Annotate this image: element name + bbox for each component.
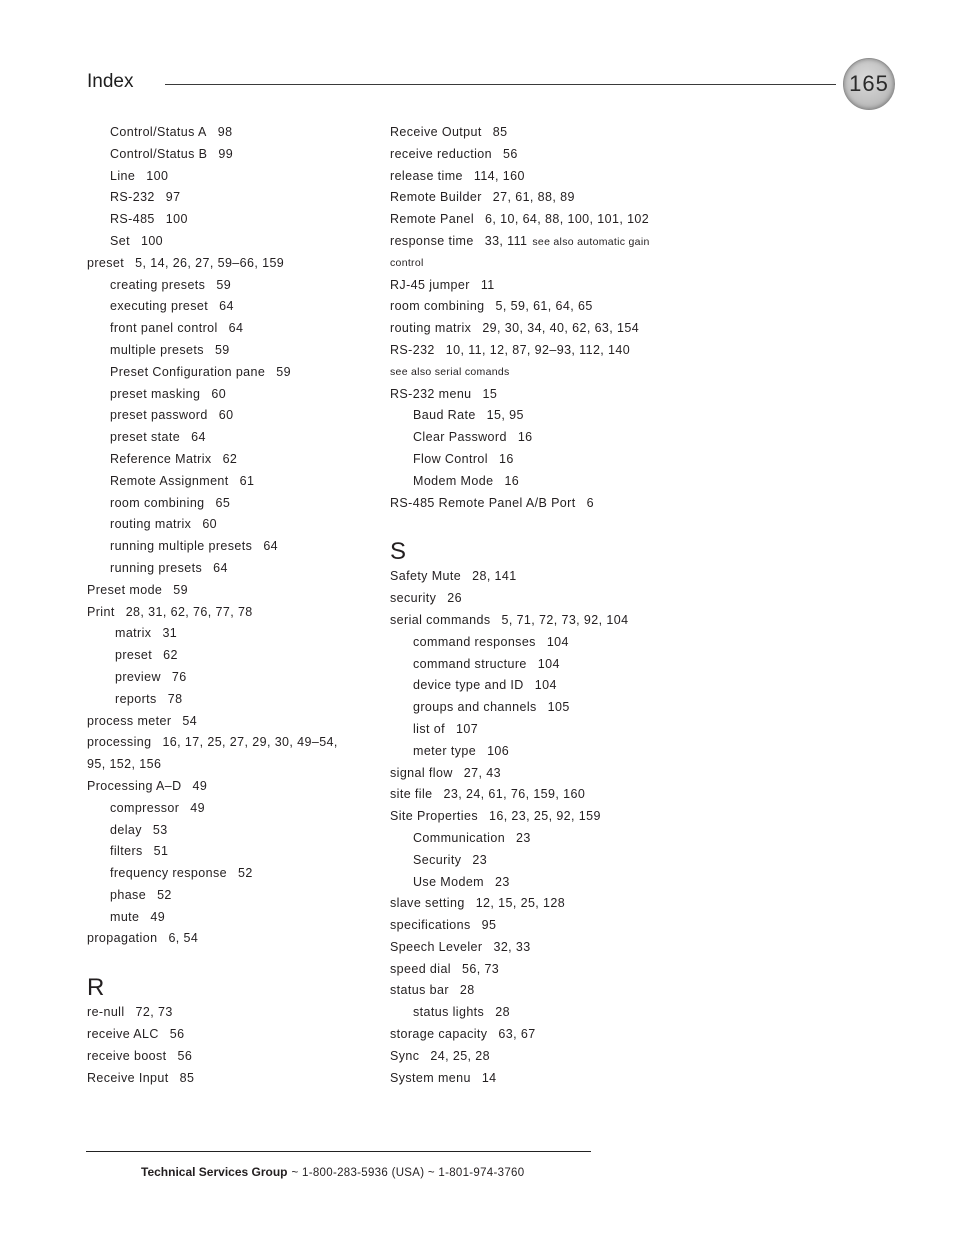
- index-entry: [87, 732, 377, 754]
- page-references: 5, 59, 61, 64, 65: [495, 299, 593, 314]
- page-references: 100: [140, 233, 164, 248]
- index-term: re-null: [87, 1005, 125, 1020]
- index-term: device type and ID: [413, 678, 524, 693]
- page-references: 59: [173, 582, 188, 597]
- page-references: 24, 25, 28: [430, 1048, 490, 1063]
- index-entry: [87, 1068, 377, 1090]
- index-term: Sync: [390, 1048, 420, 1063]
- index-entry: [390, 828, 690, 850]
- index-entry: [87, 863, 377, 885]
- index-term: frequency response: [110, 866, 227, 881]
- page-references: 59: [276, 364, 291, 379]
- index-entry: [390, 471, 690, 493]
- index-entry: [390, 144, 690, 166]
- page-references: 100: [165, 212, 188, 227]
- index-entry: [87, 1046, 377, 1068]
- index-entry: [390, 741, 690, 763]
- page-references: 100: [146, 168, 169, 183]
- see-also-note: see also automatic gain: [532, 235, 650, 248]
- page-references: 56: [177, 1048, 193, 1063]
- index-term: preset: [115, 648, 153, 663]
- header-divider: [165, 84, 836, 85]
- index-term: groups and channels: [413, 700, 537, 715]
- page-references: 6, 54: [168, 931, 199, 946]
- page-references: 85: [179, 1070, 195, 1085]
- index-term: Flow Control: [413, 451, 488, 466]
- index-term: Reference Matrix: [110, 451, 212, 466]
- index-entry: [87, 907, 377, 929]
- page-number-badge: 165: [843, 58, 895, 110]
- index-term: preset masking: [110, 386, 201, 401]
- index-term: serial commands: [390, 612, 491, 627]
- page-references: 28: [495, 1005, 510, 1020]
- index-term: receive ALC: [87, 1027, 159, 1042]
- index-term: Site Properties: [390, 809, 478, 824]
- page-references: 49: [190, 800, 206, 815]
- index-entry: [87, 514, 377, 536]
- index-term: running multiple presets: [110, 539, 253, 554]
- index-term: Remote Builder: [390, 190, 482, 205]
- index-term: creating presets: [110, 277, 206, 292]
- index-term: list of: [413, 721, 445, 736]
- page-references: 11: [480, 277, 495, 292]
- page-references: 16: [498, 451, 514, 466]
- index-term: signal flow: [390, 765, 453, 780]
- index-column-left: [87, 122, 377, 1089]
- page-references: 72, 73: [135, 1005, 173, 1020]
- index-entry: [390, 654, 690, 676]
- index-entry: [87, 928, 377, 950]
- index-entry: [87, 667, 377, 689]
- index-column-right: [390, 122, 690, 1089]
- page-references: 15: [482, 386, 498, 401]
- index-entry: [390, 893, 690, 915]
- index-entry: [390, 872, 690, 894]
- index-entry: [390, 1024, 690, 1046]
- index-term: command structure: [413, 656, 527, 671]
- page-references: 59: [216, 277, 232, 292]
- page-references: 114, 160: [473, 168, 525, 183]
- index-term: processing: [87, 735, 152, 750]
- index-entry: [87, 645, 377, 667]
- index-term: command responses: [413, 634, 536, 649]
- index-entry: [87, 275, 377, 297]
- page-references: 56, 73: [462, 961, 500, 976]
- page-references: 97: [165, 190, 181, 205]
- section-letter-r: R: [87, 974, 105, 1002]
- index-term: running presets: [110, 560, 203, 575]
- index-entry: [87, 144, 377, 166]
- index-entry: [390, 937, 690, 959]
- index-term: Safety Mute: [390, 569, 462, 584]
- page-references: 99: [218, 146, 234, 161]
- index-term: compressor: [110, 800, 180, 815]
- index-entry: [87, 253, 377, 275]
- page-references: 60: [218, 408, 234, 423]
- page-references: 104: [546, 634, 569, 649]
- page-references: 5, 14, 26, 27, 59–66, 159: [135, 255, 285, 270]
- index-entry: [87, 776, 377, 798]
- section-letter-s: S: [390, 538, 407, 566]
- index-term: delay: [110, 822, 142, 837]
- index-term: response time: [390, 233, 474, 248]
- index-term: matrix: [115, 626, 152, 641]
- index-entry: [390, 296, 690, 318]
- index-entry: [390, 959, 690, 981]
- page-references: 16, 17, 25, 27, 29, 30, 49–54,: [162, 735, 338, 750]
- index-term: status lights: [413, 1005, 485, 1020]
- index-entry: [390, 384, 690, 406]
- index-term: slave setting: [390, 896, 465, 911]
- index-term: executing preset: [110, 299, 209, 314]
- page-references: 49: [150, 909, 166, 924]
- index-entry-continuation: [87, 754, 377, 776]
- page-references: 27, 43: [463, 765, 501, 780]
- index-entry: [390, 719, 690, 741]
- page-references: 85: [492, 125, 508, 139]
- index-entry: [390, 1002, 690, 1024]
- index-entry: [87, 536, 377, 558]
- index-entry: [390, 166, 690, 188]
- index-entry: [87, 580, 377, 602]
- page-references: 16: [517, 430, 533, 445]
- index-term: storage capacity: [390, 1027, 488, 1042]
- page-references: 23, 24, 61, 76, 159, 160: [443, 787, 586, 802]
- index-term: routing matrix: [390, 321, 472, 336]
- index-term: preset: [87, 255, 125, 270]
- index-term: propagation: [87, 931, 158, 946]
- index-term: status bar: [390, 983, 449, 998]
- index-term: Speech Leveler: [390, 939, 483, 954]
- page-references: 6, 10, 64, 88, 100, 101, 102: [485, 212, 650, 227]
- index-term: RS-485 Remote Panel A/B Port: [390, 495, 576, 510]
- page-references: 27, 61, 88, 89: [492, 190, 575, 205]
- index-term: room combining: [110, 495, 205, 510]
- index-entry: [390, 340, 690, 362]
- index-entry: [87, 558, 377, 580]
- index-term: preset state: [110, 430, 181, 445]
- index-term: Receive Output: [390, 125, 482, 139]
- page-references: 60: [202, 517, 218, 532]
- index-term: Processing A–D: [87, 778, 182, 793]
- index-term: mute: [110, 909, 140, 924]
- index-entry: [390, 697, 690, 719]
- index-entry: [87, 340, 377, 362]
- footer-contact-numbers: ~ 1-800-283-5936 (USA) ~ 1-801-974-3760: [291, 1167, 525, 1179]
- index-entry: [87, 623, 377, 645]
- see-also-note: see also serial comands: [390, 365, 510, 378]
- index-term: Security: [413, 852, 462, 867]
- index-term: preset password: [110, 408, 208, 423]
- page-references: 62: [163, 648, 178, 663]
- index-entry: [390, 850, 690, 872]
- index-term: receive boost: [87, 1048, 167, 1063]
- index-term: security: [390, 591, 437, 606]
- page-references: 29, 30, 34, 40, 62, 63, 154: [482, 321, 640, 336]
- index-term: Remote Assignment: [110, 473, 229, 488]
- index-entry: [390, 1068, 690, 1090]
- index-term: phase: [110, 887, 147, 902]
- index-entry: [390, 566, 690, 588]
- index-entry: [390, 209, 690, 231]
- index-entry: [390, 806, 690, 828]
- index-entry: [87, 1002, 377, 1024]
- index-term: multiple presets: [110, 342, 204, 357]
- index-term: filters: [110, 844, 143, 859]
- page-references: 23: [472, 852, 488, 867]
- page-references: 16, 23, 25, 92, 159: [488, 809, 601, 824]
- index-entry: [87, 820, 377, 842]
- index-entry: [390, 405, 690, 427]
- page-references: 49: [192, 778, 208, 793]
- index-term: Print: [87, 604, 115, 619]
- index-entry: [390, 675, 690, 697]
- index-term: Control/Status B: [110, 146, 208, 161]
- index-entry: [390, 275, 690, 297]
- index-entry: [87, 166, 377, 188]
- page-references: 107: [455, 721, 479, 736]
- page-references: 14: [481, 1070, 497, 1085]
- index-entry: [87, 689, 377, 711]
- page-references: 10, 11, 12, 87, 92–93, 112, 140: [445, 342, 631, 357]
- page-references: 32, 33: [493, 939, 531, 954]
- index-entry: [87, 209, 377, 231]
- index-entry: [87, 122, 377, 144]
- page-references: 98: [217, 125, 233, 139]
- index-term: RJ-45 jumper: [390, 277, 470, 292]
- page-references: 56: [169, 1027, 185, 1042]
- page-references: 63, 67: [498, 1027, 536, 1042]
- page-references: 33, 111: [484, 233, 528, 248]
- index-entry: [87, 602, 377, 624]
- footer-organization: Technical Services Group: [141, 1165, 288, 1179]
- page-references: 23: [516, 830, 531, 845]
- index-term: Remote Panel: [390, 212, 475, 227]
- index-entry: [87, 798, 377, 820]
- page-references: 64: [219, 299, 234, 314]
- index-term: release time: [390, 168, 463, 183]
- index-term: Preset mode: [87, 582, 163, 597]
- page-references: 59: [214, 342, 230, 357]
- index-entry: [87, 1024, 377, 1046]
- page-references: 28, 31, 62, 76, 77, 78: [125, 604, 253, 619]
- index-term: Preset Configuration pane: [110, 364, 266, 379]
- index-entry: [87, 841, 377, 863]
- footer: [141, 1164, 524, 1181]
- page-title: Index: [87, 71, 134, 92]
- index-term: receive reduction: [390, 146, 492, 161]
- page-references: 76: [171, 669, 187, 684]
- index-entry: [87, 384, 377, 406]
- index-entry: [87, 318, 377, 340]
- index-term: Control/Status A: [110, 125, 207, 139]
- page-references: 106: [487, 743, 510, 758]
- index-term: Baud Rate: [413, 408, 476, 423]
- index-entry: [390, 610, 690, 632]
- page-references: 62: [222, 451, 238, 466]
- index-entry: [390, 231, 690, 253]
- index-entry: [87, 187, 377, 209]
- index-entry: [390, 493, 690, 515]
- page-references: 78: [167, 691, 183, 706]
- index-entry: [390, 980, 690, 1002]
- index-entry: [390, 763, 690, 785]
- page-references: 23: [494, 874, 510, 889]
- index-term: Set: [110, 233, 130, 248]
- page-references: 56: [503, 146, 518, 161]
- index-term: speed dial: [390, 961, 451, 976]
- index-term: Use Modem: [413, 874, 484, 889]
- page-references: 52: [157, 887, 172, 902]
- index-term: reports: [115, 691, 157, 706]
- index-entry: [390, 427, 690, 449]
- page-references: 28: [459, 983, 475, 998]
- page-references: 6: [586, 495, 594, 510]
- page-references: 12, 15, 25, 128: [475, 896, 566, 911]
- index-entry: [87, 296, 377, 318]
- page-references: 104: [534, 678, 557, 693]
- index-entry: [390, 915, 690, 937]
- index-entry: [87, 885, 377, 907]
- page-references: 31: [162, 626, 178, 641]
- index-term: preview: [115, 669, 161, 684]
- index-entry: [390, 588, 690, 610]
- page-references: 64: [213, 560, 228, 575]
- index-term: RS-485: [110, 212, 155, 227]
- index-entry: [390, 1046, 690, 1068]
- page-references: 65: [215, 495, 231, 510]
- page-references: 64: [263, 539, 279, 554]
- page-references: 5, 71, 72, 73, 92, 104: [501, 612, 629, 627]
- page-references: 52: [238, 866, 253, 881]
- index-entry: [87, 449, 377, 471]
- index-term: routing matrix: [110, 517, 192, 532]
- index-entry: [390, 632, 690, 654]
- index-entry: [87, 362, 377, 384]
- index-term: Communication: [413, 830, 506, 845]
- index-entry: [87, 493, 377, 515]
- page-references: 105: [547, 700, 570, 715]
- page-references: 95: [481, 918, 497, 933]
- index-term: RS-232: [110, 190, 155, 205]
- page-references: 60: [211, 386, 227, 401]
- index-term: front panel control: [110, 321, 218, 336]
- page-references: 51: [153, 844, 169, 859]
- index-entry: [87, 231, 377, 253]
- index-entry: [87, 427, 377, 449]
- index-entry: [390, 122, 690, 144]
- index-term: RS-232 menu: [390, 386, 472, 401]
- footer-divider: [86, 1151, 591, 1152]
- index-term: meter type: [413, 743, 477, 758]
- index-term: Line: [110, 168, 136, 183]
- page-references: 64: [191, 430, 206, 445]
- index-entry: [390, 318, 690, 340]
- index-entry: [87, 711, 377, 733]
- index-term: Modem Mode: [413, 473, 494, 488]
- index-term: Clear Password: [413, 430, 507, 445]
- page-references: 16: [504, 473, 520, 488]
- page-references: 28, 141: [472, 569, 517, 584]
- index-entry: [87, 471, 377, 493]
- index-entry: [390, 449, 690, 471]
- see-also-note-continuation: control: [390, 256, 424, 269]
- index-term: RS-232: [390, 342, 435, 357]
- index-term: room combining: [390, 299, 485, 314]
- index-term: process meter: [87, 713, 172, 728]
- page-references: 15, 95: [486, 408, 524, 423]
- page-references: 54: [182, 713, 198, 728]
- page-references: 26: [447, 591, 462, 606]
- index-term: Receive Input: [87, 1070, 169, 1085]
- page-references: 104: [537, 656, 560, 671]
- index-term: specifications: [390, 918, 471, 933]
- index-term: site file: [390, 787, 433, 802]
- page-references: 53: [152, 822, 168, 837]
- index-entry: [87, 405, 377, 427]
- page-references: 95, 152, 156: [87, 757, 162, 772]
- page-references: 64: [228, 321, 244, 336]
- page-references: 61: [239, 473, 255, 488]
- index-entry: [390, 187, 690, 209]
- index-entry: [390, 784, 690, 806]
- index-term: System menu: [390, 1070, 471, 1085]
